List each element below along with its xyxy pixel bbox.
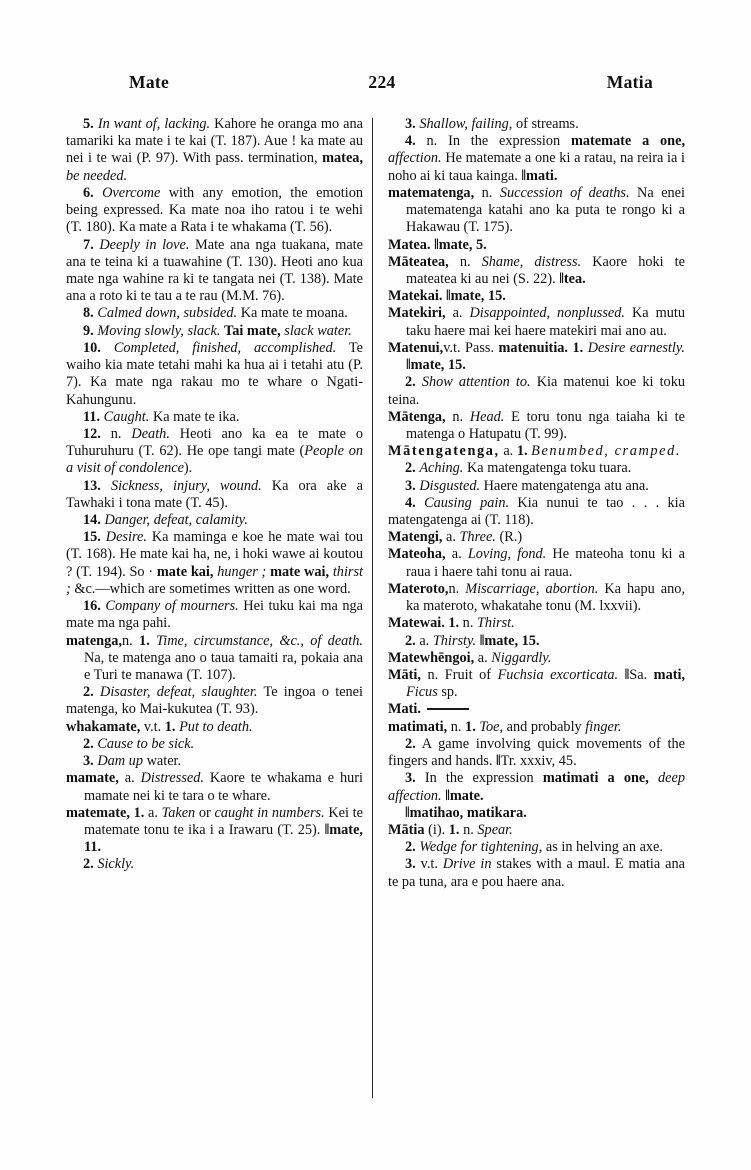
species-name: Fuchsia excorticata. — [497, 667, 619, 683]
headword: Materoto, — [388, 580, 449, 597]
sense-example: Ka hapu ano, ka materoto, whakatahe tonu (M. lxxvii). — [406, 580, 686, 615]
entry-mate-sense-6 — [66, 185, 363, 237]
headword: mamate, — [66, 770, 119, 787]
part-of-speech: n. — [450, 718, 462, 735]
sense-number: 5. — [83, 116, 94, 132]
sense-number: 2. — [83, 684, 94, 701]
sense-example-end: &c.—which are sometimes written as one word. — [74, 580, 351, 597]
sense-gloss: Caught. — [103, 408, 150, 425]
sense-gloss: Shame, distress. — [481, 253, 582, 270]
headword: Māteatea, — [388, 253, 449, 270]
sense-example: with any emotion, the emotion being expressed. Ka mate noa iho ratou i te wehi (T. 180). Ka mate a Rata i te whakama (T. 56). — [66, 184, 363, 236]
part-of-speech: a. — [503, 443, 514, 460]
entry-mate-sense-7 — [66, 237, 363, 306]
sense-example: Kahore he oranga mo ana tamariki ka mate i te kai (T. 187). Aue ! ka mate au nei i te wai (P. 97). With pass. termination, — [66, 116, 364, 167]
cognate-suffix: sp. — [441, 684, 458, 701]
entry-matengi — [388, 529, 685, 546]
sense-example: He mateoha tonu ki a raua i haere tahi tonu ai raua. — [406, 546, 685, 580]
sense-example: Kei te matemate tonu te ika i a Irawaru (T. 25). — [84, 804, 363, 838]
entry-matewai — [388, 615, 685, 632]
sense-gloss: Sickly. — [97, 856, 135, 873]
sense-number: 2. — [405, 839, 416, 856]
sense-gloss: Wedge for tightening, — [419, 839, 543, 856]
entry-mate-sense-9 — [66, 323, 363, 340]
sense-number: 3. — [405, 770, 416, 787]
sense-italic-gloss: slack water. — [284, 322, 352, 339]
sense-gloss: Cause to be sick. — [97, 735, 195, 752]
sense-number: 16. — [83, 598, 101, 615]
sense-number: 3. — [405, 477, 416, 494]
entry-mate-sense-16 — [66, 598, 363, 632]
sense-gloss: Taken — [161, 804, 196, 821]
headword: Māti, — [388, 667, 421, 683]
entry-matia — [388, 822, 685, 839]
entry-matia-sense-3 — [388, 856, 685, 890]
entry-mateatea — [388, 254, 685, 288]
sense-example: Ka ora ake a Tawhaki i tona mate (T. 45). — [66, 477, 364, 511]
entry-mate-sense-5 — [66, 116, 363, 185]
sense-example: E toru tonu nga taiaha ki te matenga o Hatupatu (T. 99). — [406, 408, 685, 442]
part-of-speech: n. — [463, 821, 474, 838]
entry-mateoha — [388, 546, 685, 580]
sense-gloss: Benumbed, cramped. — [531, 443, 682, 460]
sense-example: Ka mate te moana. — [240, 305, 348, 322]
sense-number: 2. — [405, 460, 416, 477]
sense-number: 3. — [83, 753, 94, 770]
cross-ref-mark: ‖ — [406, 357, 411, 374]
sense-number: 2. — [405, 735, 416, 752]
headword: Mātenga, — [388, 408, 446, 425]
sense-lead: Fruit of — [444, 667, 492, 683]
entry-matekiri — [388, 305, 685, 339]
entry-whakamate-sense-2 — [66, 736, 363, 753]
sense-gloss: Drive in — [442, 856, 492, 873]
entry-matenga — [66, 633, 363, 685]
right-column — [374, 116, 685, 1116]
page-number: 224 — [368, 72, 396, 92]
cross-reference: mati. — [526, 167, 558, 184]
entry-mate-sense-15 — [66, 529, 363, 598]
sense-number: 2. — [83, 735, 94, 752]
sense-number: 2. — [405, 374, 416, 391]
entry-mate-sense-11 — [66, 409, 363, 426]
sense-lead: In the expression — [448, 133, 561, 150]
headword-variant: (i). — [428, 821, 446, 838]
sense-example-end: ). — [183, 460, 193, 477]
sense-number: 1. — [572, 339, 584, 356]
sense-gloss: Company of mourners. — [105, 598, 239, 615]
sense-number: 1. — [448, 821, 460, 838]
sense-example: Kia nunui te tao . . . kia matengatenga ai (T. 118). — [388, 494, 685, 529]
sense-number: 2. — [83, 856, 94, 873]
cross-ref-mark: ‖ — [496, 753, 501, 770]
entry-mati-dash — [388, 701, 685, 718]
sense-gloss: Dam up — [97, 753, 143, 770]
sense-italic-gloss: hunger ; — [217, 563, 267, 580]
entry-whakamate — [66, 719, 363, 736]
cross-ref-mark: ‖ — [324, 821, 330, 838]
sense-bold-form: matemate a one, — [570, 133, 686, 150]
sense-example: Kia matenui koe ki toku teina. — [388, 374, 685, 408]
entry-matengatenga-sense-3 — [388, 478, 685, 495]
cross-ref-mark: ‖ — [405, 804, 410, 821]
cross-reference: tea. — [563, 270, 586, 287]
cognate-species: Ficus — [406, 684, 438, 701]
sense-gloss: Death. — [131, 425, 170, 442]
entry-mamate — [66, 770, 363, 804]
sense-gloss: Thirst. — [476, 615, 515, 632]
sense-number: 3. — [405, 856, 416, 873]
sense-connector: or — [198, 804, 211, 821]
headword: matemate, — [66, 804, 130, 821]
entry-matemate-sense-4 — [388, 133, 685, 185]
entry-matengatenga-sense-4 — [388, 495, 685, 529]
entry-mati — [388, 667, 685, 701]
passive-label: Pass. — [465, 339, 495, 356]
headword: Matewhēngoi, — [388, 649, 475, 666]
part-of-speech: n. — [481, 184, 493, 201]
page-columns — [66, 116, 685, 1116]
sense-gloss: Desire earnestly. — [587, 339, 685, 356]
sense-number: 9. — [83, 322, 94, 339]
sense-gloss: Desire. — [105, 529, 147, 546]
cross-ref-mark: ‖ — [479, 632, 485, 649]
entry-matengatenga — [388, 443, 685, 460]
sense-gloss: Niggardly. — [491, 649, 552, 666]
entry-matengatenga-sense-2 — [388, 460, 685, 477]
cross-reference: matihao, matikara. — [409, 804, 527, 821]
entry-matenui — [388, 340, 685, 374]
entry-matenga-head — [388, 409, 685, 443]
entry-matekai — [388, 288, 685, 305]
sense-gloss: Miscarriage, abortion. — [465, 580, 599, 597]
headword: Mati. — [388, 701, 421, 718]
part-of-speech: n. — [459, 253, 471, 270]
headword: Matewai. — [388, 615, 445, 632]
part-of-speech: n. — [426, 133, 438, 150]
sense-gloss: In want of, lacking. — [97, 116, 211, 132]
sense-example: Te waiho kia mate tetahi mahi ka hua ai i tetahi atu (P. 7). Ka mate nga rakau mo te whare o Ngati-Kahungunu. — [66, 339, 363, 408]
entry-mate-sense-10 — [66, 340, 363, 409]
entry-matia-sense-2 — [388, 839, 685, 856]
sense-example: Kaore te whakama e huri mamate nei ki te tara o te whare. — [84, 770, 363, 804]
sense-number: 1. — [139, 632, 150, 649]
part-of-speech: n. — [452, 408, 464, 425]
sense-example: of streams. — [515, 116, 579, 132]
entry-matewhengoi — [388, 650, 685, 667]
sense-gloss: Deeply in love. — [99, 236, 190, 253]
sense-number: 4. — [405, 494, 416, 511]
cross-ref-mark: ‖ — [624, 667, 630, 683]
sense-gloss: Shallow, failing, — [419, 116, 513, 132]
sense-number: 2. — [405, 632, 416, 649]
sense-example: stakes with a maul. E matia ana te pa tuna, ara e pou haere ana. — [388, 856, 685, 890]
sense-number: 3. — [405, 116, 416, 132]
cross-reference: mate, 15. — [410, 357, 466, 374]
sense-gloss: Sickness, injury, wound. — [110, 477, 262, 494]
language-label: Sa. — [629, 667, 648, 683]
entry-mate-sense-13 — [66, 478, 363, 512]
sense-gloss-2: caught in numbers. — [214, 804, 325, 821]
entry-matihao-crossref — [388, 805, 685, 822]
entry-mate-sense-8 — [66, 305, 363, 322]
sense-example: Mate ana nga tuakana, mate ana te teina ki a tuawahine (T. 130). Heoti ano kua mate nga wahine ra ki te tangata nei (T. 138). Mate ana a roto ki te tau a te rau (M.M. 76). — [66, 236, 363, 305]
sense-definition: A game involving quick movements of the fingers and hands. — [388, 735, 685, 770]
headword: Matekiri, — [388, 305, 446, 322]
blank-definition-rule — [427, 708, 469, 710]
sense-gloss: Aching. — [419, 460, 464, 477]
part-of-speech: v.t. — [143, 718, 162, 735]
sense-example: He matemate a one ki a ratau, na reira ia i noho ai ki taua kainga. — [388, 150, 686, 184]
cross-ref-mark: ‖ — [559, 270, 564, 287]
sense-example: Te ingoa o tenei matenga, ko Mai-kukutea (T. 93). — [66, 684, 364, 718]
headword: Matenui, — [388, 339, 444, 356]
entry-matimati-sense-2 — [388, 736, 685, 770]
sense-number: 13. — [83, 477, 101, 494]
sense-example: Ka matengatenga toku tuara. — [466, 460, 632, 477]
part-of-speech: n. — [122, 632, 133, 649]
sense-bold-form-2: mate wai, — [270, 563, 330, 580]
sense-gloss: Causing pain. — [424, 494, 510, 511]
sense-number: 12. — [83, 425, 101, 442]
sense-gloss: Danger, defeat, calamity. — [104, 512, 248, 529]
running-head-right: Matia — [606, 72, 653, 92]
cross-reference: mate, 15. — [450, 288, 506, 305]
part-of-speech: n. — [427, 667, 439, 683]
entry-matematenga — [388, 185, 685, 237]
part-of-speech: n. — [448, 580, 460, 597]
running-head — [66, 72, 685, 93]
part-of-speech: a. — [452, 305, 463, 322]
cross-reference: mate, 11. — [84, 821, 363, 856]
cross-reference: mate, 15. — [484, 632, 540, 649]
part-of-speech: a. — [445, 529, 456, 546]
sense-gloss: Moving slowly, slack. — [97, 322, 221, 339]
sense-example: and probably — [506, 718, 582, 735]
sense-example: Hei tuku kai ma nga mate ma nga pahi. — [66, 598, 364, 632]
part-of-speech: a. — [477, 649, 488, 666]
sense-number: 10. — [83, 339, 101, 356]
part-of-speech: a. — [451, 546, 462, 563]
sense-example: Ka maminga e koe he mate wai tou (T. 168). He mate kai ha, ne, i hoki wawe ai koutou ? (T. 194). So · — [66, 529, 364, 580]
entry-materoto — [388, 581, 685, 615]
sense-number: 1. — [133, 804, 145, 821]
headword: matenga, — [66, 632, 122, 649]
part-of-speech: a. — [419, 632, 430, 649]
sense-italic-gloss-2: thirst ; — [66, 563, 364, 597]
cross-ref-mark: ‖ — [445, 787, 450, 804]
headword: Mātia — [388, 821, 425, 838]
entry-matemate-sense-2 — [66, 856, 363, 873]
sense-gloss: Put to death. — [179, 718, 253, 735]
entry-matemate — [66, 805, 363, 857]
sense-gloss: Head. — [469, 408, 505, 425]
sense-gloss: Completed, finished, accomplished. — [113, 339, 337, 356]
sense-number: 4. — [405, 133, 416, 150]
sense-example: Heoti ano ka ea te mate o Tuhuruhuru (T. 62). He ope tangi mate ( — [66, 425, 363, 460]
sense-gloss: Distressed. — [140, 770, 204, 787]
sense-example: Na, te matenga ano o taua tamaiti ra, pokaia ana e Turi te manawa (T. 107). — [84, 649, 363, 683]
entry-matemate-sense-3 — [388, 116, 685, 133]
sense-example: as in helving an axe. — [545, 839, 663, 856]
entry-matenui-sense-2 — [388, 374, 685, 408]
part-of-speech: a. — [124, 770, 135, 787]
sense-bold-form: Tai mate, — [224, 322, 281, 339]
sense-source: (R.) — [499, 529, 523, 546]
left-column — [66, 116, 374, 1116]
sense-lead: In the expression — [424, 770, 534, 787]
sense-italic-gloss: deep affection. — [388, 770, 685, 804]
entry-matenga-sense-2 — [66, 684, 363, 718]
sense-bold-form: mate kai, — [156, 563, 214, 580]
entry-matimati — [388, 719, 685, 736]
cross-reference: mate. — [449, 787, 484, 804]
sense-gloss: Spear. — [477, 821, 513, 838]
headword: Mateoha, — [388, 546, 446, 563]
headword: Matekai. — [388, 288, 443, 305]
sense-example: Haere matengatenga atu ana. — [483, 477, 649, 494]
sense-number: 1. — [164, 718, 176, 735]
sense-bold-form: matimati a one, — [542, 770, 649, 787]
sense-example: Kaore hoki te mateatea ki au nei (S. 22). — [406, 253, 686, 287]
cognate-form: mati, — [653, 667, 686, 683]
sense-italic-gloss: finger. — [585, 718, 622, 735]
headword: Matengi, — [388, 529, 443, 546]
sense-number: 7. — [83, 236, 94, 253]
entry-mate-sense-12 — [66, 426, 363, 478]
entry-matea — [388, 237, 685, 254]
passive-form: matenuitia. — [498, 339, 569, 356]
sense-gloss: Three. — [459, 529, 496, 546]
sense-italic-gloss: People on a visit of condolence — [66, 443, 363, 477]
entry-mate-sense-14 — [66, 512, 363, 529]
sense-italic-gloss: affection. — [388, 150, 442, 167]
sense-gloss: Overcome — [102, 184, 161, 201]
sense-number: 1. — [465, 718, 476, 735]
sense-gloss: Disgusted. — [419, 477, 481, 494]
sense-gloss: Loving, fond. — [467, 546, 547, 563]
cross-ref-mark: ‖ — [521, 167, 527, 184]
headword: matimati, — [388, 718, 448, 735]
sense-number: 11. — [83, 408, 101, 425]
part-of-speech: v.t. — [420, 856, 438, 873]
sense-example: Na enei matematenga katahi ano ka puta te rongo ki a Hakawau (T. 175). — [406, 184, 686, 236]
sense-gloss: Succession of deaths. — [499, 184, 630, 201]
sense-gloss: Thirsty. — [432, 632, 477, 649]
sense-number: 8. — [83, 305, 94, 322]
headword: matematenga, — [388, 184, 475, 201]
sense-gloss: Toe, — [479, 718, 504, 735]
sense-example: Ka mutu taku haere mai kei haere matekiri mai ano au. — [406, 305, 686, 339]
cross-ref-mark: ‖ — [445, 288, 451, 305]
sense-gloss: Calmed down, subsided. — [97, 305, 238, 322]
part-of-speech: n. — [110, 425, 122, 442]
cross-ref-mark: ‖ — [434, 236, 439, 253]
sense-number: 1. — [516, 443, 528, 460]
entry-matimati-sense-3 — [388, 770, 685, 804]
sense-source: Tr. xxxiv, 45. — [500, 753, 577, 770]
part-of-speech: a. — [147, 804, 158, 821]
entry-matewai-sense-2 — [388, 633, 685, 650]
sense-bold-form: matea, — [322, 150, 364, 167]
headword: Mātengatenga, — [388, 443, 500, 460]
running-head-left: Mate — [129, 72, 170, 92]
cross-reference: mate, 5. — [438, 236, 487, 253]
sense-example: water. — [146, 753, 182, 770]
sense-gloss: Time, circumstance, &c., of death. — [156, 632, 364, 649]
headword: whakamate, — [66, 718, 141, 735]
part-of-speech: n. — [462, 615, 474, 632]
sense-gloss: Disappointed, nonplussed. — [469, 305, 625, 322]
sense-number: 15. — [83, 529, 101, 546]
sense-gloss: Disaster, defeat, slaughter. — [100, 684, 258, 701]
part-of-speech: v.t. — [443, 339, 461, 356]
sense-example: Ka mate te ika. — [152, 408, 240, 425]
sense-number: 6. — [83, 184, 94, 201]
sense-italic-gloss: be needed. — [66, 167, 128, 184]
entry-whakamate-sense-3 — [66, 753, 363, 770]
sense-number: 1. — [448, 615, 460, 632]
sense-gloss: Show attention to. — [421, 374, 531, 391]
headword: Matea. — [388, 236, 431, 253]
sense-number: 14. — [83, 512, 101, 529]
